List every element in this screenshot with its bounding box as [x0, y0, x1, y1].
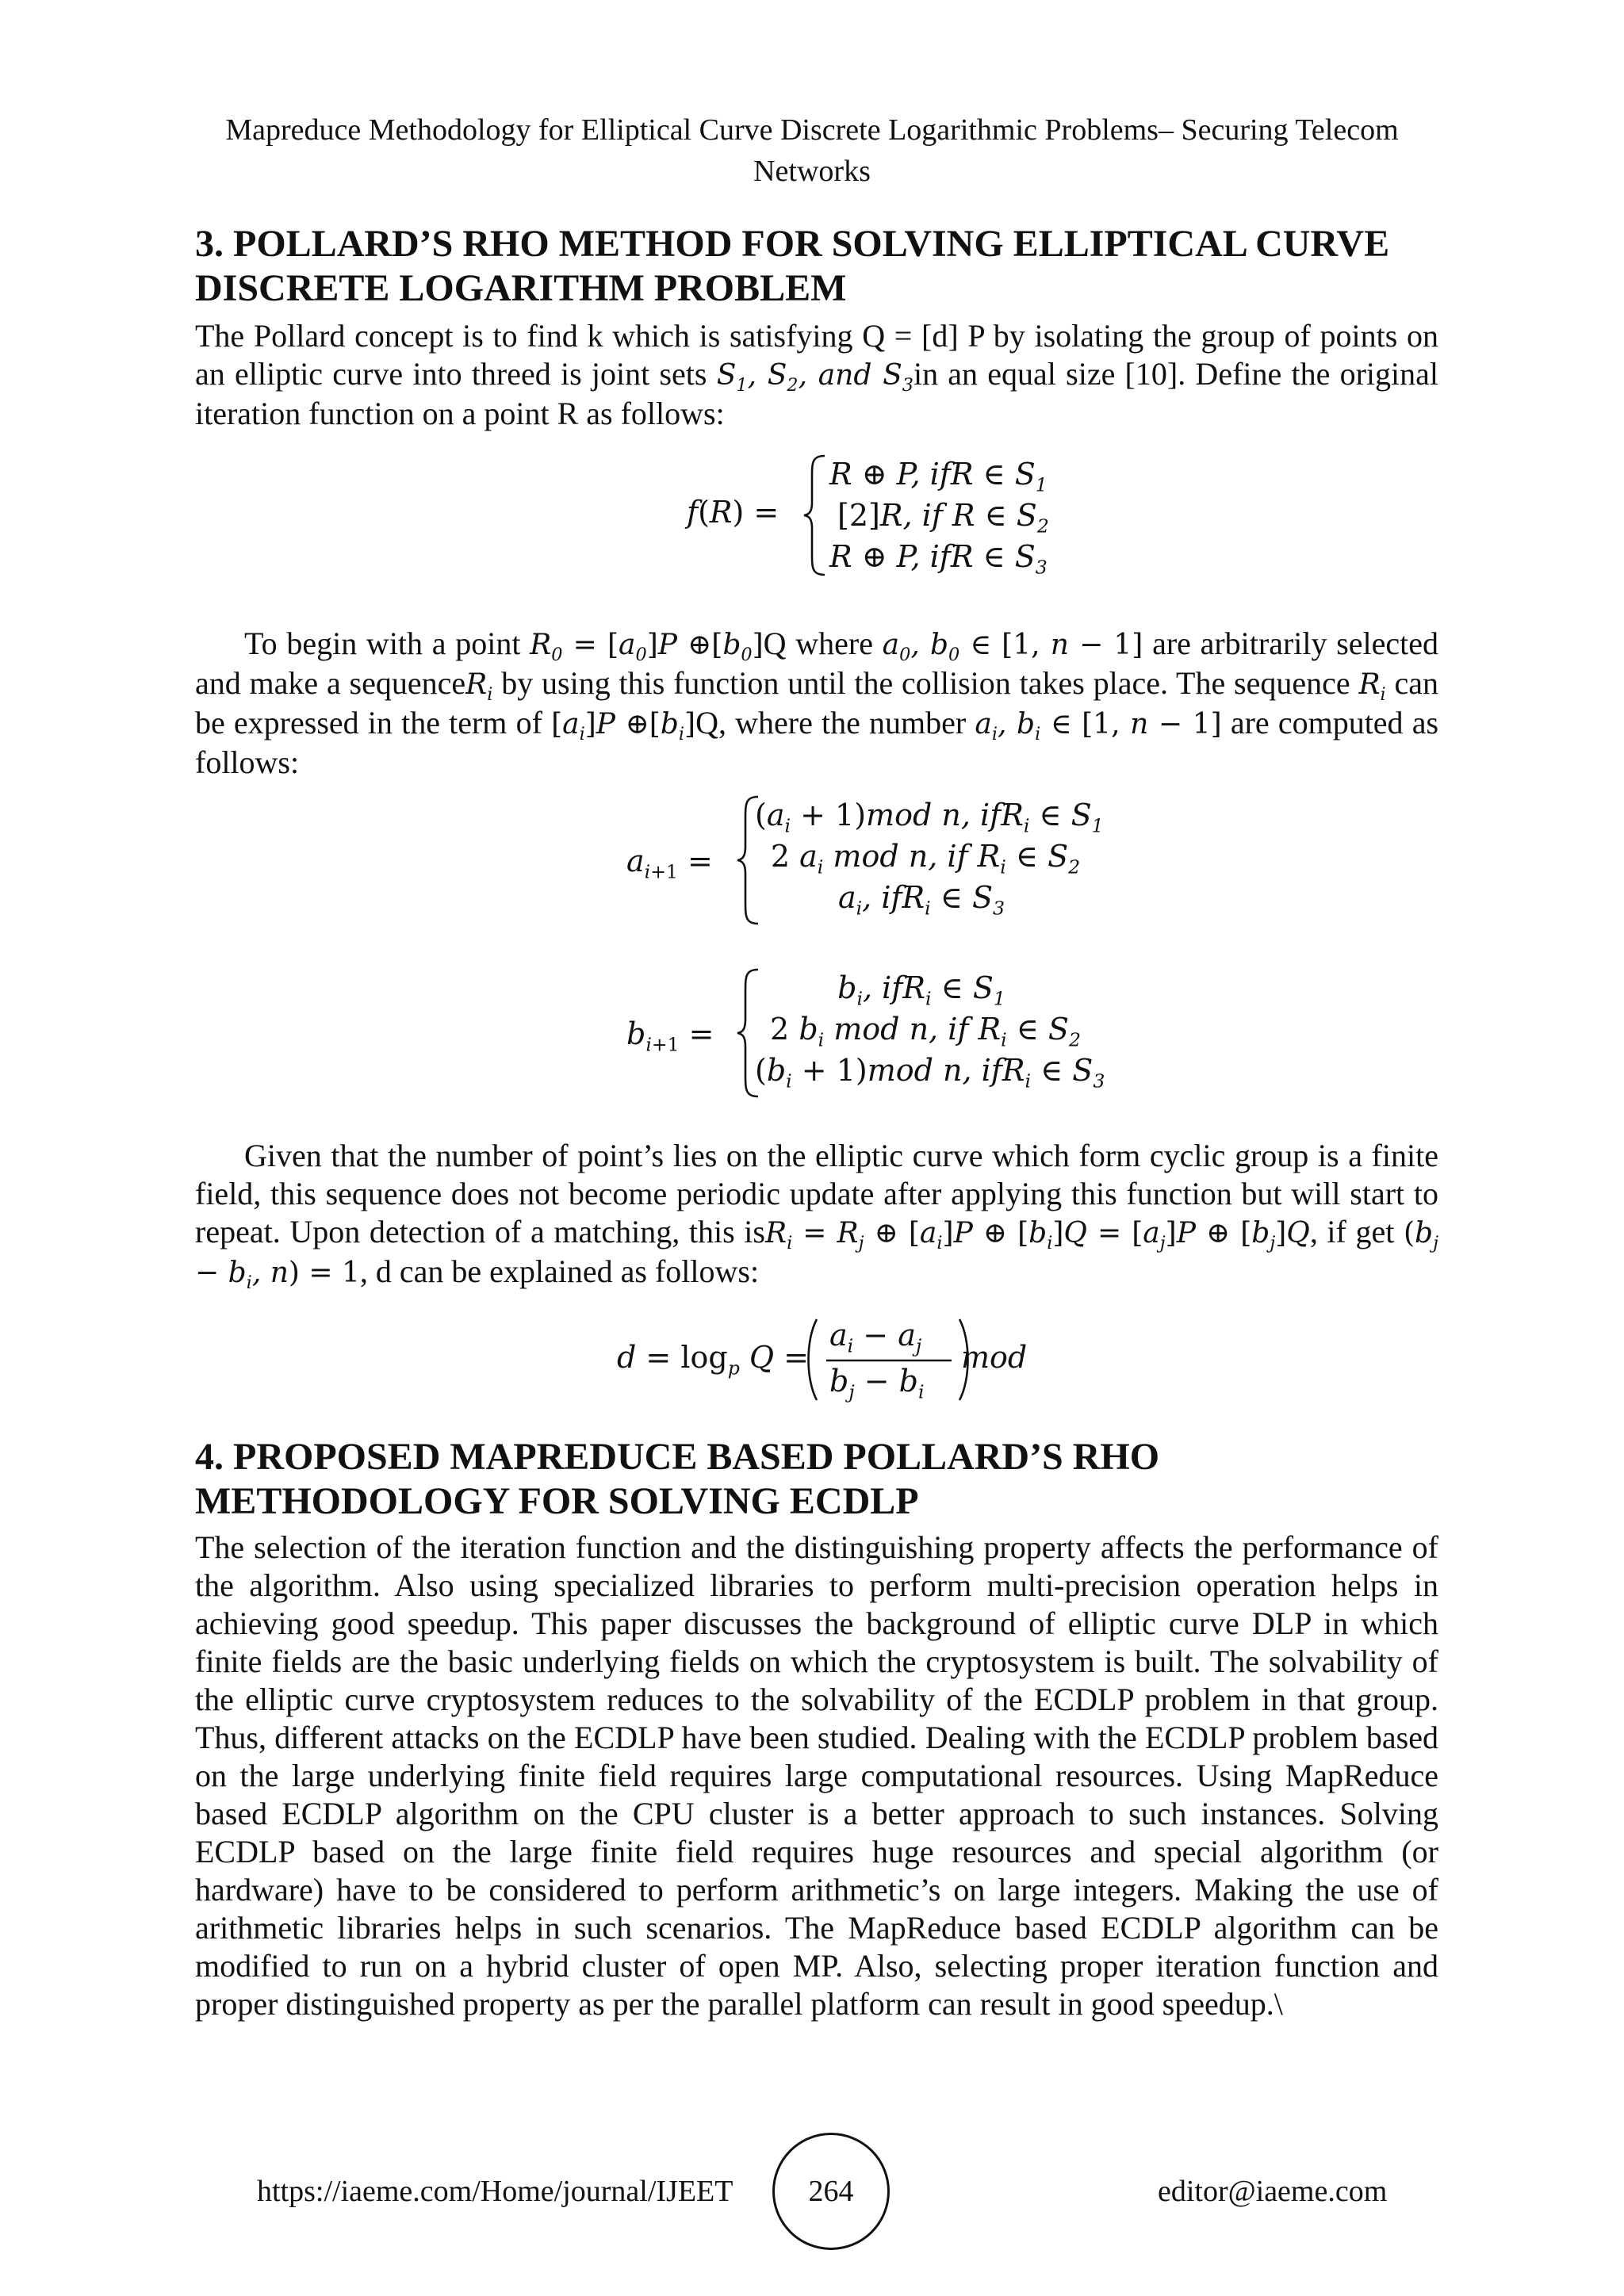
- section-3-paragraph-3: [195, 1137, 1438, 1292]
- math-ai-bi: $a_i$, $b_i$ ∈ [1, n − 1]: [975, 708, 1222, 745]
- section-3-heading-line-1: 3. POLLARD’S RHO METHOD FOR SOLVING ELLIPTICAL CURVE: [195, 223, 1390, 265]
- math-a0-b0: $a_0$, $b_0$ ∈ [1, n − 1]: [882, 629, 1143, 666]
- math-ai-p-bi: $[a_i]P$ $\oplus[b_i]$: [551, 708, 696, 745]
- p2-text-f: Q, where the number: [695, 705, 967, 740]
- math-sets: $S_1$, $S_2$, and $S_3$: [716, 359, 914, 396]
- p3-text-b: , if get: [1309, 1214, 1395, 1249]
- p3-text-a: Given that the number of point’s lies on the elliptic curve which form cyclic group is a finite field, this sequence does not become periodic update after applying this function but will start to repeat. Upon detection of a matching, this is: [195, 1138, 1438, 1249]
- section-4-heading-line-2: METHODOLOGY FOR SOLVING ECDLP: [195, 1480, 919, 1522]
- p1-text-a: The Pollard concept is to find k which is satisfying Q = [d] P by isolating the group of points on an elliptic curve into threed is joint sets: [195, 318, 1438, 392]
- footer-email: editor@iaeme.com: [1158, 2175, 1388, 2208]
- section-4-heading: [195, 1435, 1448, 1524]
- section-4-heading-line-1: 4. PROPOSED MAPREDUCE BASED POLLARD’S RHO: [195, 1436, 1160, 1478]
- page-number-badge: [772, 2133, 890, 2250]
- p2-text-d: by using this function until the collision takes place. The sequence: [501, 665, 1350, 701]
- left-brace: [801, 453, 828, 577]
- section-4-paragraph: The selection of the iteration function and the distinguishing property affects the performance of the algorithm. Also using specialized libraries to perform multi-precision operation helps in achieving good speedup. This paper discusses the background of elliptic curve DLP in which finite fields are the basic underlying fields on which the cryptosystem is built. The solvability of the elliptic curve cryptosystem reduces to the solvability of the ECDLP problem in that group. Thus, different attacks on the ECDLP have been studied. Dealing with the ECDLP problem based on the large underlying finite field requires large computational resources. Using MapReduce based ECDLP algorithm on the CPU cluster is a better approach to such instances. Solving ECDLP based on the large finite field requires huge resources and special algorithm (or hardware) have to be considered to perform arithmetic’s on large integers. Making the use of arithmetic libraries helps in such scenarios. The MapReduce based ECDLP algorithm can be modified to run on a hybrid cluster of open MP. Also, selecting proper iteration function and proper distinguished property as per the parallel platform can result in good speedup.\: [195, 1529, 1438, 2022]
- section-3-heading-line-2: DISCRETE LOGARITHM PROBLEM: [195, 267, 847, 309]
- math-gcd: ($b_j - b_i$, n) = 1: [195, 1217, 1439, 1294]
- p3-text-c: , d can be explained as follows:: [359, 1253, 760, 1289]
- section-3-paragraph-1: [195, 317, 1438, 433]
- running-header-line-1: Mapreduce Methodology for Elliptical Curve Discrete Logarithmic Problems– Securing Telecom: [225, 113, 1399, 147]
- section-3-heading: [195, 222, 1448, 311]
- running-header: [198, 109, 1426, 192]
- page-number: 264: [808, 2175, 854, 2208]
- p2-text-e: can be expressed in the term of: [195, 665, 1439, 740]
- p1-text-b: in an equal size [10]. Define the original iteration function on a point R as follows:: [195, 356, 1439, 431]
- p2-text-a: To begin with a point: [244, 626, 521, 661]
- math-r0: $R_0 = [a_0]P$ $\oplus[b_0]$: [530, 629, 764, 666]
- running-header-line-2: Networks: [753, 155, 871, 188]
- p2-text-c: are arbitrarily selected and make a sequence: [195, 626, 1439, 701]
- section-3-paragraph-2: [195, 625, 1438, 782]
- math-collision: $R_i = R_j$ ⊕ $[a_i]P$ ⊕ $[b_i]Q = [a_j]P$ ⊕ $[b_j]Q$: [764, 1217, 1310, 1254]
- p2-text-g: are computed as follows:: [195, 705, 1439, 780]
- p2-text-b: Q where: [763, 626, 873, 661]
- footer-journal-url: https://iaeme.com/Home/journal/IJEET: [257, 2175, 733, 2208]
- math-ri-2: $R_i$: [1358, 668, 1386, 706]
- math-ri: $R_i$: [465, 668, 493, 706]
